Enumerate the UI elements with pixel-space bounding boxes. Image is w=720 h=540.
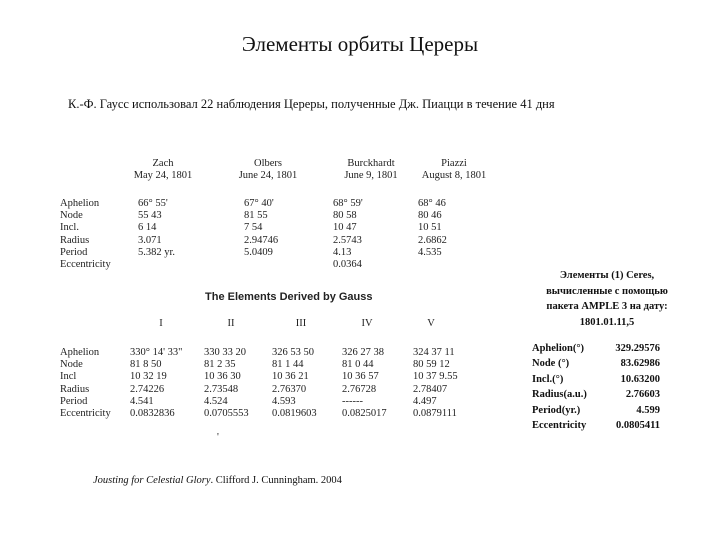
table-cell: 5.0409 [244, 246, 273, 258]
observer-name: Zach [152, 158, 174, 169]
gauss-values-I [130, 347, 182, 420]
observers-values-piazzi [418, 198, 447, 259]
ample-value: 10.63200 [620, 373, 660, 385]
table-cell: 67° 40' [244, 198, 274, 209]
table-cell: 10 32 19 [130, 371, 167, 383]
table-cell: 10 51 [418, 222, 442, 234]
table-cell: 324 37 11 [413, 347, 455, 358]
row-label-eccentricity: Eccentricity [60, 259, 111, 271]
gauss-row-labels [60, 347, 111, 420]
stray-mark: ' [217, 432, 219, 443]
gauss-values-V [413, 347, 458, 420]
observer-name: Piazzi [441, 158, 467, 169]
row-label-radius: Radius [60, 383, 90, 395]
table-cell: 7 54 [244, 222, 263, 234]
table-cell: 2.5743 [333, 234, 362, 246]
table-cell: 0.0879111 [413, 408, 457, 420]
table-cell: 2.73548 [204, 383, 239, 395]
ample-value: 4.599 [636, 404, 660, 416]
table-cell: 10 36 21 [272, 371, 309, 383]
ample-caption: Элементы (1) Ceres, вычисленные с помощью пакета AMPLE 3 на дату: 1801.01.11,5 [546, 270, 668, 328]
table-cell: 4.541 [130, 395, 154, 407]
table-cell: 326 53 50 [272, 347, 314, 358]
observer-name: Burckhardt [347, 158, 395, 169]
gauss-column-header: II [227, 318, 235, 329]
table-cell: 4.13 [333, 246, 352, 258]
observer-column-olbers [232, 158, 304, 182]
ample-value: 83.62986 [620, 358, 660, 370]
table-cell: 4.497 [413, 395, 437, 407]
table-cell: 4.535 [418, 246, 442, 258]
table-cell: 80 59 12 [413, 359, 450, 371]
observation-date: June 9, 1801 [344, 170, 398, 181]
table-cell: 80 46 [418, 210, 442, 222]
observers-values-olbers [244, 198, 278, 259]
table-cell: 2.76728 [342, 383, 377, 395]
ample-label: Aphelion(°) [532, 343, 585, 354]
table-cell: 330 33 20 [204, 347, 246, 358]
ample-label: Eccentricity [532, 420, 587, 432]
gauss-values-IV [342, 347, 387, 420]
table-cell: 2.6862 [418, 234, 447, 246]
observers-values-burckhardt [333, 198, 363, 271]
table-cell: 81 8 50 [130, 359, 162, 371]
table-cell: 2.94746 [244, 234, 279, 246]
citation-book-title: Jousting for Celestial Glory [93, 475, 211, 486]
observation-date: August 8, 1801 [421, 170, 487, 181]
table-cell: 2.74226 [130, 383, 165, 395]
row-label-aphelion: Aphelion [60, 198, 100, 209]
table-cell: 6 14 [138, 222, 157, 234]
table-cell: 4.593 [272, 395, 296, 407]
ample-values [598, 341, 660, 433]
gauss-values-III [272, 347, 317, 420]
observation-date: June 24, 1801 [238, 170, 298, 181]
table-cell: 80 58 [333, 210, 357, 222]
observation-date: May 24, 1801 [133, 170, 193, 181]
table-cell: 81 2 35 [204, 359, 236, 371]
table-cell: 10 36 57 [342, 371, 379, 383]
table-cell: ------ [342, 395, 363, 407]
table-cell: 10 36 30 [204, 371, 241, 383]
table-cell: 81 55 [244, 210, 268, 222]
table-cell: 81 1 44 [272, 359, 304, 371]
row-label-period: Period [60, 395, 88, 407]
ample-value: 0.0805411 [615, 420, 660, 432]
table-cell: 81 0 44 [342, 359, 374, 371]
observer-column-burckhardt [336, 158, 406, 182]
gauss-table-heading: The Elements Derived by Gauss [205, 291, 373, 303]
gauss-column-header: V [427, 318, 435, 329]
table-cell: 66° 55' [138, 198, 168, 209]
citation-author-year: . Clifford J. Cunningham. 2004 [210, 475, 342, 486]
table-cell: 3.071 [138, 234, 162, 246]
ample-label: Period(yr.) [532, 404, 581, 416]
citation [93, 475, 342, 486]
row-label-incl: Incl [60, 371, 77, 383]
observers-row-labels [60, 198, 111, 271]
ample-label: Radius(a.u.) [532, 389, 587, 401]
ample-labels [532, 341, 587, 433]
table-cell: 5.382 yr. [138, 246, 176, 258]
table-cell: 2.76370 [272, 383, 307, 395]
row-label-aphelion: Aphelion [60, 347, 100, 358]
row-label-node: Node [60, 210, 83, 222]
observer-column-zach [128, 158, 198, 182]
observer-name: Olbers [254, 158, 282, 169]
row-label-period: Period [60, 246, 88, 258]
slide-title: Элементы орбиты Цереры [241, 32, 479, 56]
row-label-radius: Radius [60, 234, 90, 246]
table-cell: 68° 46 [418, 198, 446, 209]
table-cell: 0.0825017 [342, 408, 387, 420]
observer-column-piazzi [414, 158, 494, 182]
row-label-node: Node [60, 359, 83, 371]
ample-value: 329.29576 [615, 343, 660, 354]
ample-value: 2.76603 [625, 389, 660, 401]
table-cell: 68° 59' [333, 198, 363, 209]
slide-subtitle: К.-Ф. Гаусс использовал 22 наблюдения Цереры, полученные Дж. Пиацци в течение 41 дня [68, 97, 555, 111]
table-cell: 330° 14' 33" [130, 347, 183, 358]
gauss-column-header: III [295, 318, 307, 329]
table-cell: 0.0819603 [272, 408, 317, 420]
row-label-incl: Incl. [60, 222, 79, 234]
gauss-column-header: IV [361, 318, 373, 329]
table-cell: 0.0832836 [130, 408, 175, 420]
table-cell: 326 27 38 [342, 347, 384, 358]
ample-label: Incl.(°) [532, 373, 564, 385]
table-cell: 0.0705553 [204, 408, 249, 420]
table-cell: 10 47 [333, 222, 357, 234]
gauss-values-II [204, 347, 249, 420]
ample-label: Node (°) [532, 358, 570, 370]
table-cell: 0.0364 [333, 259, 362, 271]
table-cell: 55 43 [138, 210, 162, 222]
table-cell: 4.524 [204, 395, 228, 407]
gauss-column-header: I [159, 318, 163, 329]
row-label-eccentricity: Eccentricity [60, 408, 111, 420]
observers-values-zach [138, 198, 175, 259]
table-cell: 10 37 9.55 [413, 371, 458, 383]
table-cell: 2.78407 [413, 383, 448, 395]
